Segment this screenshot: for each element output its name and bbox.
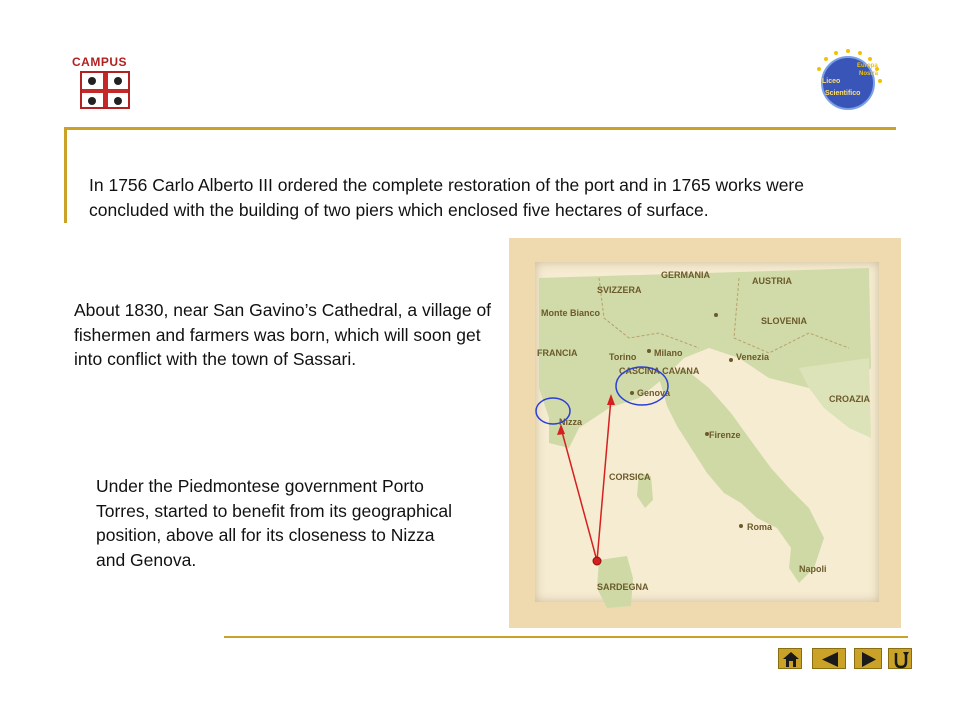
map-label-slovenia: SLOVENIA <box>761 316 808 326</box>
home-button[interactable] <box>778 648 802 669</box>
liceo-scientifico-logo <box>810 45 885 115</box>
map-label-austria: AUSTRIA <box>752 276 792 286</box>
next-button[interactable] <box>854 648 882 669</box>
bottom-divider <box>224 636 908 638</box>
sardinia-flag-icon <box>80 71 130 109</box>
campus-logo <box>72 55 136 115</box>
liceo-logo-line-4: Scientifico <box>825 90 861 97</box>
map-label-germania: GERMANIA <box>661 270 710 280</box>
map-label-roma: Roma <box>747 522 773 532</box>
map-label-croazia: CROAZIA <box>829 394 870 404</box>
campus-logo-text: CAMPUS <box>72 55 128 69</box>
map-label-sardegna: SARDEGNA <box>597 582 649 592</box>
return-button[interactable] <box>888 648 912 669</box>
map-label-genova: Genova <box>637 388 671 398</box>
porto-torres-marker <box>593 557 601 565</box>
map-label-corsica: CORSICA <box>609 472 651 482</box>
map-label-svizzera: SVIZZERA <box>597 285 642 295</box>
map-label-francia: FRANCIA <box>537 348 578 358</box>
liceo-logo-line-2: Nostra <box>859 71 879 77</box>
map-label-milano: Milano <box>654 348 683 358</box>
village-paragraph: About 1830, near San Gavino’s Cathedral, a village of fishermen and farmers was born, which will soon get into conflict with the town of Sassari. <box>74 300 492 369</box>
previous-arrow-icon <box>813 649 847 670</box>
previous-button[interactable] <box>812 648 846 669</box>
return-icon <box>889 649 913 670</box>
next-arrow-icon <box>855 649 883 670</box>
left-divider <box>64 127 67 223</box>
liceo-logo-line-3: Liceo <box>822 78 841 85</box>
map-label-cascina-cavana: CASCINA CAVANA <box>619 366 700 376</box>
italy-map <box>509 238 901 628</box>
map-label-firenze: Firenze <box>709 430 741 440</box>
home-icon <box>779 649 803 670</box>
map-label-napoli: Napoli <box>799 564 827 574</box>
top-divider <box>64 127 896 130</box>
map-label-torino: Torino <box>609 352 637 362</box>
liceo-logo-line-1: Europa <box>857 63 878 69</box>
map-label-venezia: Venezia <box>736 352 770 362</box>
map-label-nizza: Nizza <box>559 417 583 427</box>
map-label-monte-bianco: Monte Bianco <box>541 308 601 318</box>
intro-paragraph: In 1756 Carlo Alberto III ordered the complete restoration of the port and in 1765 works were concluded with the building of two piers which enclosed five hectares of surface. <box>89 175 804 220</box>
piedmontese-paragraph: Under the Piedmontese government Porto Torres, started to benefit from its geographical position, above all for its closeness to Nizza and Genova. <box>96 476 453 570</box>
arrow-to-nizza <box>561 428 597 561</box>
